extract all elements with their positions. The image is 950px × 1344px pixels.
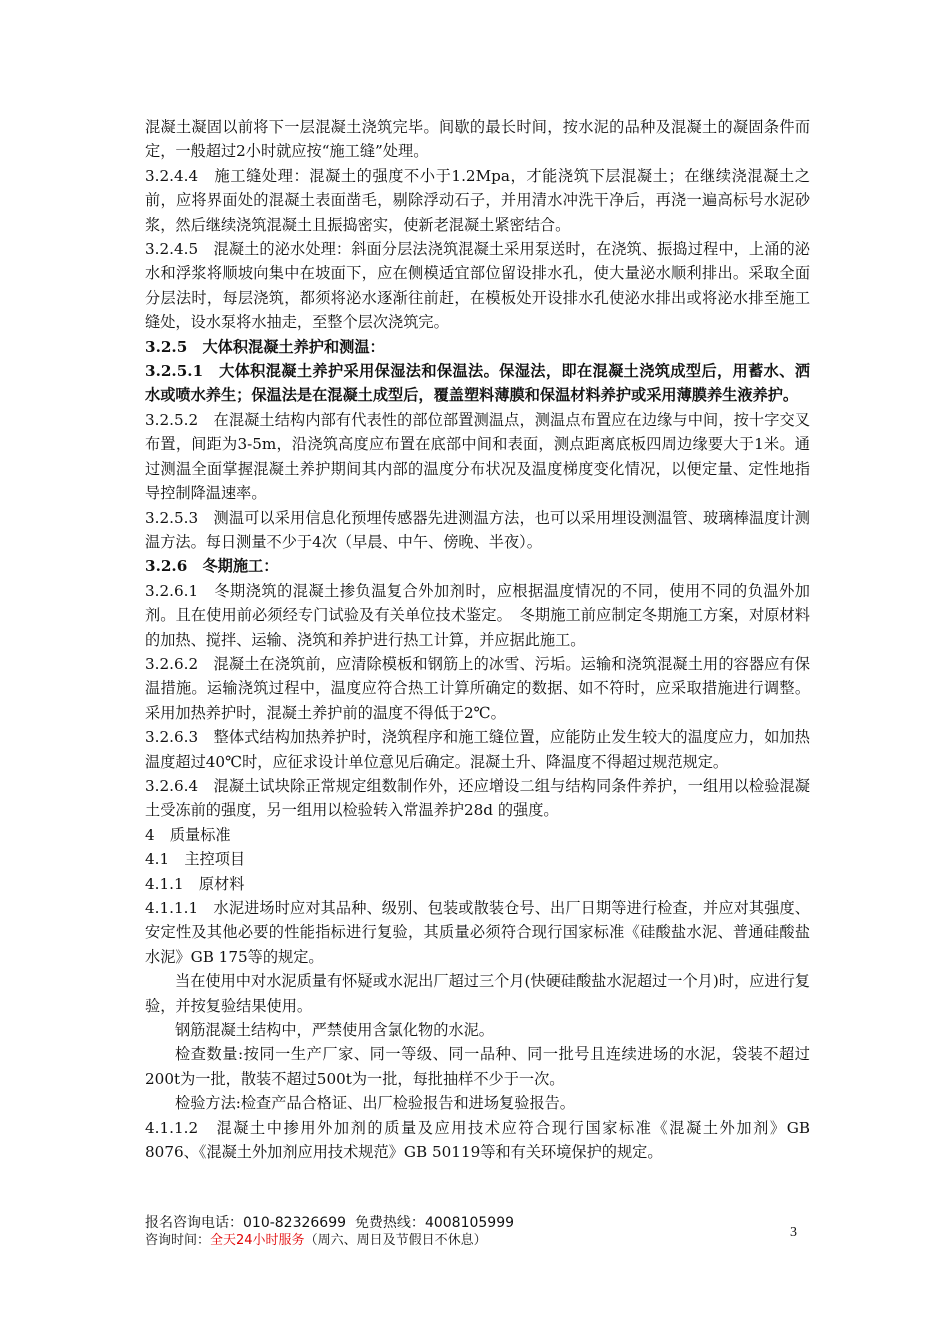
phone-label: 报名咨询电话： <box>145 1215 243 1231</box>
hotline-number: 4008105999 <box>424 1215 515 1231</box>
phone-number: 010-82326699 <box>243 1215 347 1231</box>
time-highlight: 全天24小时服务 <box>210 1233 305 1248</box>
clause-3-2-6-4: 3.2.6.4 混凝土试块除正常规定组数制作外，还应增设二组与结构同条件养护，一组用以检验混凝土受冻前的强度，另一组用以检验转入常温养护28d 的强度。 <box>145 776 810 820</box>
clause-3-2-5-3: 3.2.5.3 测温可以采用信息化预埋传感器先进测温方法，也可以采用埋设测温管、玻璃棒温度计测温方法。每日测量不少于4次（早晨、中午、傍晚、半夜）。 <box>145 508 810 551</box>
clause-3-2-5-1: 3.2.5.1 大体积混凝土养护采用保湿法和保温法。保湿法，即在混凝土浇筑成型后，用蓄水、洒水或喷水养生；保温法是在混凝土成型后，覆盖塑料薄膜和保温材料养护或采用薄膜养生液养护。 <box>145 362 810 405</box>
clause-3-2-6-3: 3.2.6.3 整体式结构加热养护时，浇筑程序和施工缝位置，应能防止发生较大的温度应力，如加热温度超过40℃时，应征求设计单位意见后确定。混凝土升、降温度不得超过规范规定。 <box>145 728 810 771</box>
clause-4-1-1-2: 4.1.1.2 混凝土中掺用外加剂的质量及应用技术应符合现行国家标准《混凝土外加剂》GB 8076、《混凝土外加剂应用技术规范》GB 50119等和有关环境保护的规定。 <box>145 1118 810 1162</box>
footer-phone-line <box>145 1215 810 1232</box>
heading-3-2-6: 3.2.6 冬期施工： <box>145 557 279 576</box>
paragraph: 当在使用中对水泥质量有怀疑或水泥出厂超过三个月(快硬硅酸盐水泥超过一个月)时，应进行复验，并按复验结果使用。 <box>145 972 810 1015</box>
footer-time-line <box>145 1232 810 1249</box>
clause-3-2-5-2: 3.2.5.2 在混凝土结构内部有代表性的部位部置测温点，测温点布置应在边缘与中间，按十字交叉布置，间距为3-5m，沿浇筑高度应布置在底部中间和表面，测点距离底板四周边缘要大于1米。通过测温全面掌握混凝土养护期间其内部的温度分布状况及温度梯度变化情况，以便定量、定性地指导控制降温速率。 <box>145 410 810 503</box>
clause-3-2-6-2: 3.2.6.2 混凝土在浇筑前，应清除模板和钢筋上的冰雪、污垢。运输和浇筑混凝土用的容器应有保温措施。运输浇筑过程中，温度应符合热工计算所确定的数据、如不符时，应采取措施进行调整。采用加热养护时，混凝土养护前的温度不得低于2℃。 <box>145 654 810 722</box>
paragraph: 检查数量:按同一生产厂家、同一等级、同一品种、同一批号且连续进场的水泥，袋装不超过200t为一批，散装不超过500t为一批，每批抽样不少于一次。 <box>145 1045 810 1088</box>
heading-3-2-5: 3.2.5 大体积混凝土养护和测温： <box>145 337 385 356</box>
time-note: （周六、周日及节假日不休息） <box>304 1233 487 1248</box>
hotline-label: 免费热线： <box>354 1215 425 1231</box>
paragraph: 混凝土凝固以前将下一层混凝土浇筑完毕。间歇的最长时间，按水泥的品种及混凝土的凝固条件而定，一般超过2小时就应按“施工缝”处理。 <box>145 118 810 161</box>
document-body <box>145 115 810 1164</box>
heading-4: 4 质量标准 <box>145 825 231 844</box>
page-number: 3 <box>790 1225 797 1240</box>
heading-4-1: 4.1 主控项目 <box>145 850 246 869</box>
paragraph: 钢筋混凝土结构中，严禁使用含氯化物的水泥。 <box>175 1021 494 1040</box>
clause-4-1-1-1: 4.1.1.1 水泥进场时应对其品种、级别、包装或散装仓号、出厂日期等进行检查，并应对其强度、安定性及其他必要的性能指标进行复验，其质量必须符合现行国家标准《硅酸盐水泥、普通硅酸盐水泥》GB 175等的规定。 <box>145 899 810 966</box>
page-footer <box>145 1215 810 1249</box>
clause-3-2-6-1: 3.2.6.1 冬期浇筑的混凝土掺负温复合外加剂时，应根据温度情况的不同，使用不同的负温外加剂。且在使用前必须经专门试验及有关单位技术鉴定。 冬期施工前应制定冬期施工方案，对原材料的加热、搅拌、运输、浇筑和养护进行热工计算，并应据此施工。 <box>145 581 810 649</box>
clause-3-2-4-5: 3.2.4.5 混凝土的泌水处理：斜面分层法浇筑混凝土采用泵送时，在浇筑、振捣过程中，上涌的泌水和浮浆将顺坡向集中在坡面下，应在侧模适宜部位留设排水孔，使大量泌水顺利排出。采取全面分层法时，每层浇筑，都须将泌水逐渐往前赶，在模板处开设排水孔使泌水排出或将泌水排至施工缝处，设水泵将水抽走，至整个层次浇筑完。 <box>145 240 810 332</box>
paragraph: 检验方法:检查产品合格证、出厂检验报告和进场复验报告。 <box>175 1094 575 1113</box>
heading-4-1-1: 4.1.1 原材料 <box>145 874 245 893</box>
time-label: 咨询时间： <box>145 1233 211 1248</box>
clause-3-2-4-4: 3.2.4.4 施工缝处理：混凝土的强度不小于1.2Mpa，才能浇筑下层混凝土；在继续浇混凝土之前，应将界面处的混凝土表面凿毛，剔除浮动石子，并用清水冲洗干净后，再浇一遍高标号水泥砂浆，然后继续浇筑混凝土且振捣密实，使新老混凝土紧密结合。 <box>145 166 810 234</box>
